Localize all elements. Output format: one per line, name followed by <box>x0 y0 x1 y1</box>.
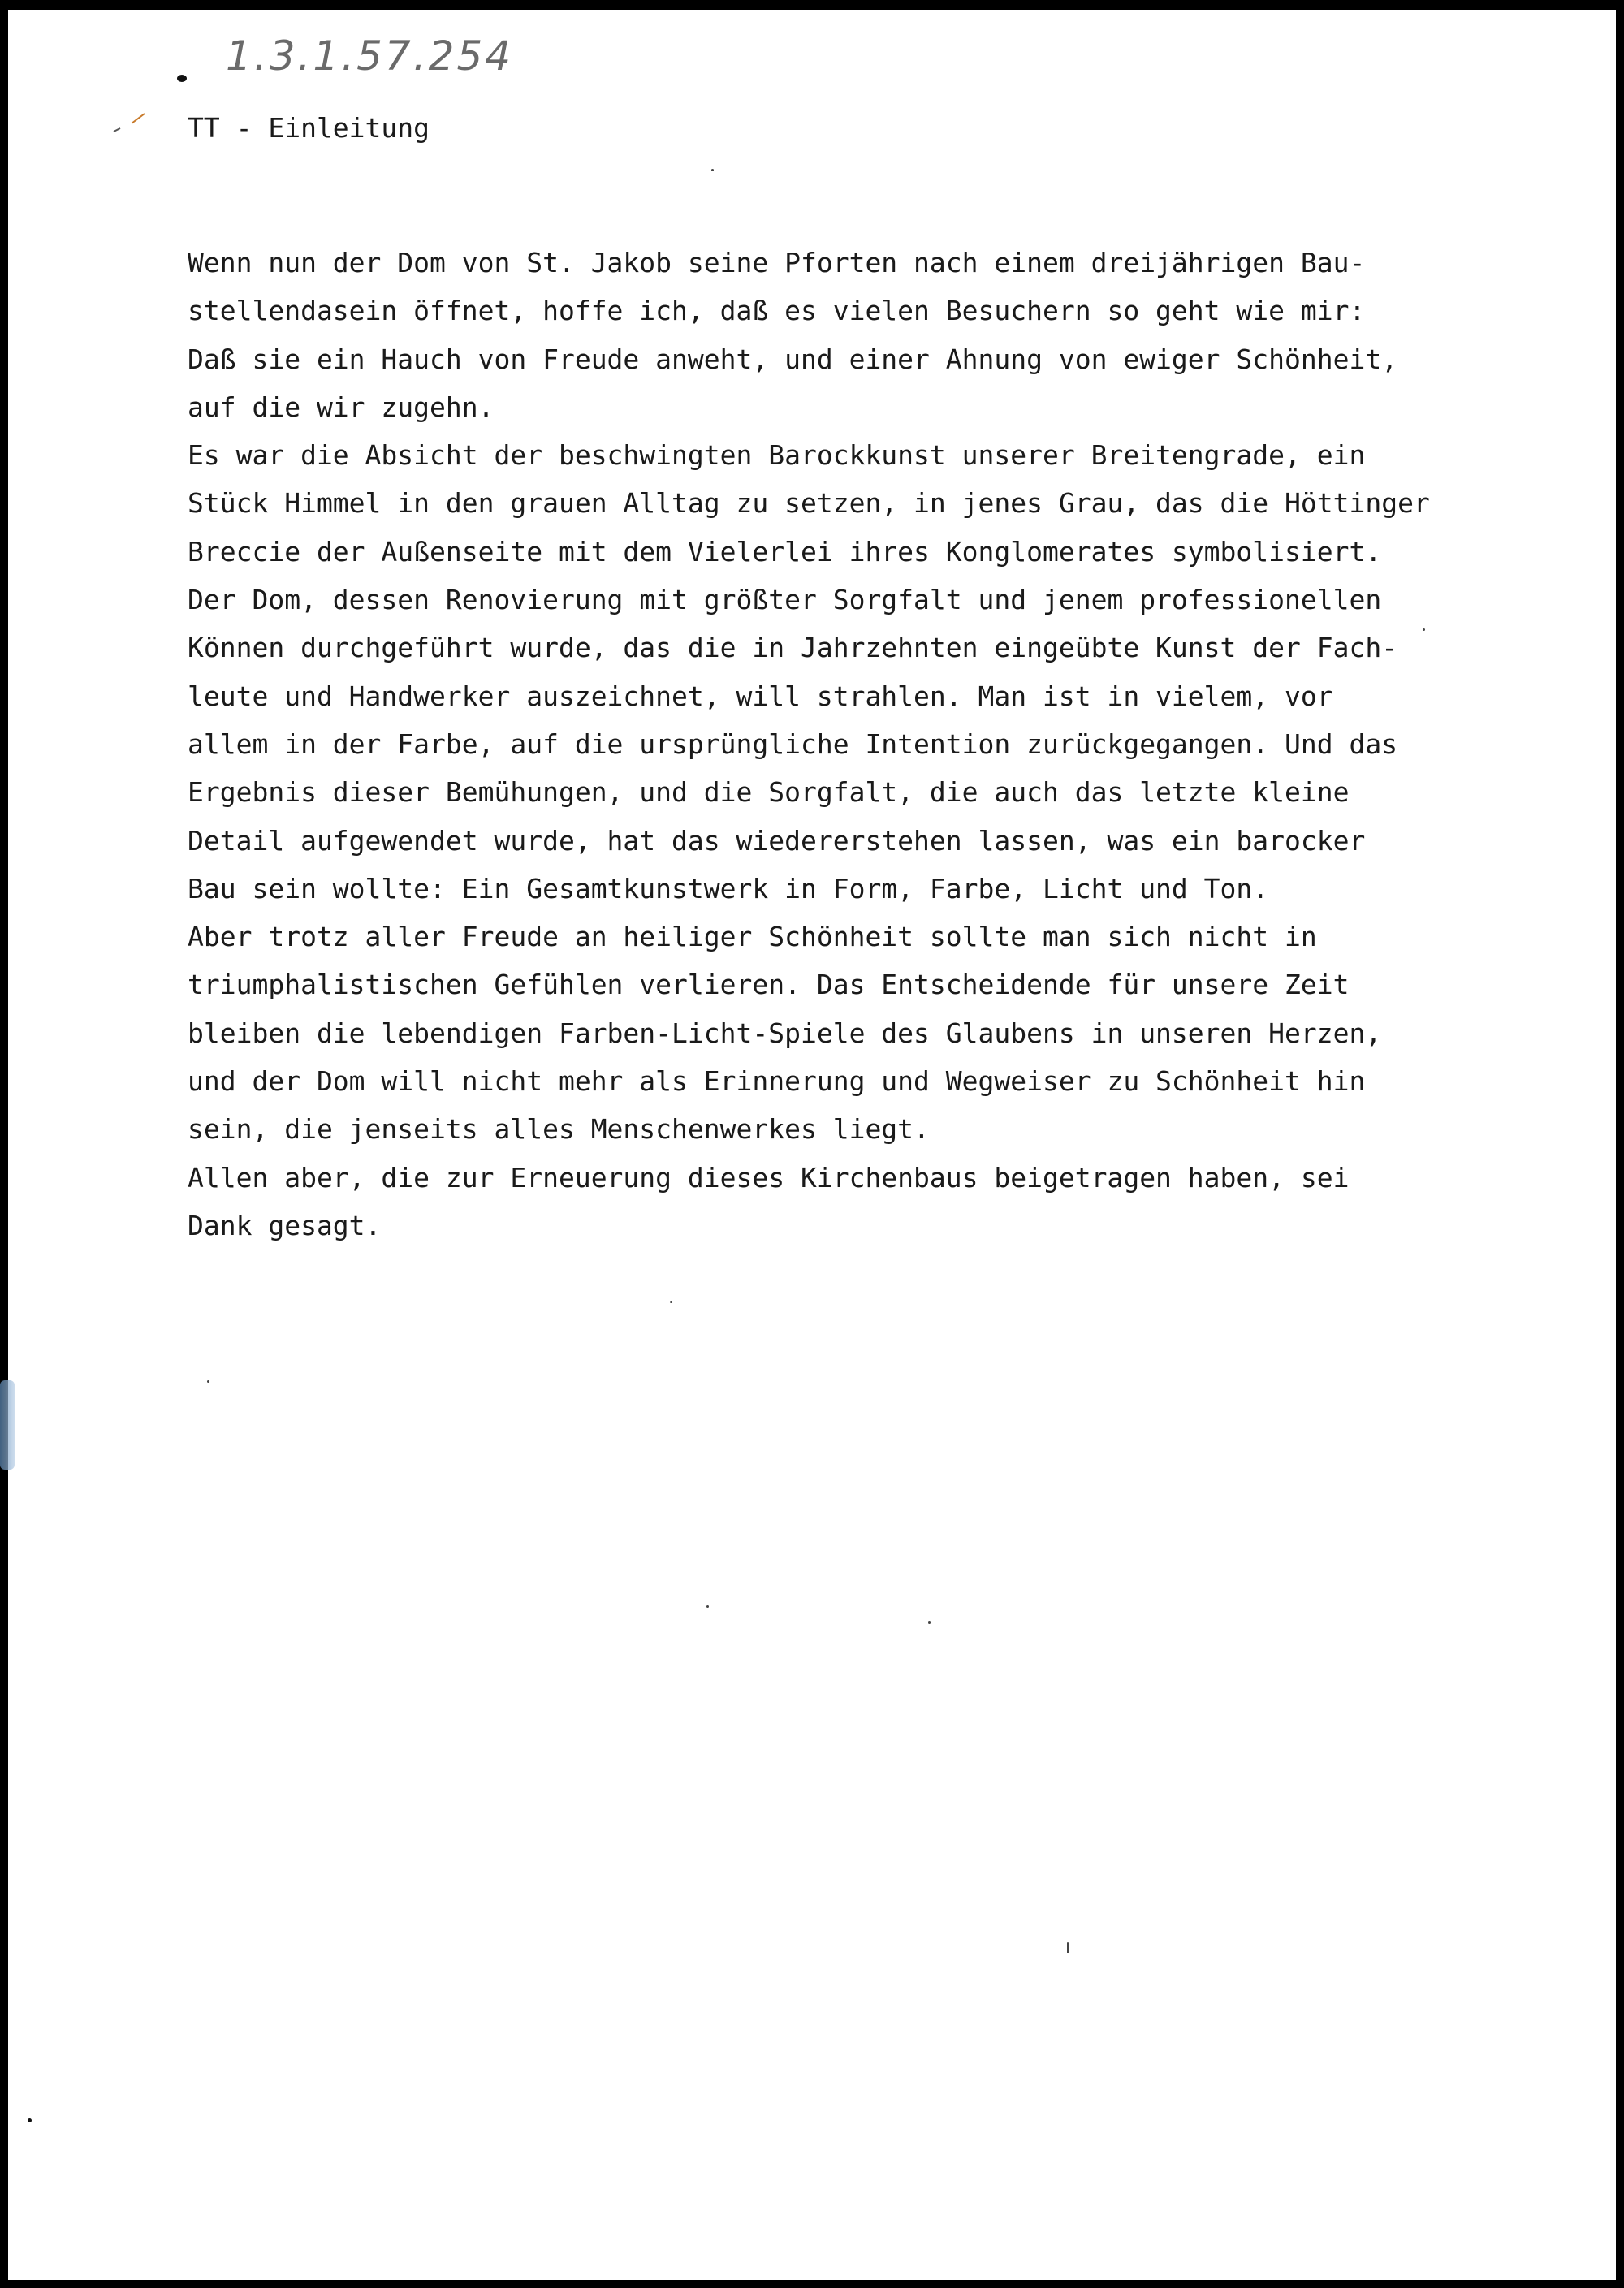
scan-speck <box>1067 1942 1069 1953</box>
scan-speck <box>1423 628 1425 631</box>
text-line: auf die wir zugehn. <box>188 391 495 423</box>
text-line: Allen aber, die zur Erneuerung dieses Kirchenbaus beigetragen haben, sei <box>188 1161 1350 1194</box>
text-line: Aber trotz aller Freude an heiliger Schönheit sollte man sich nicht in <box>188 921 1317 953</box>
scan-speck <box>207 1380 209 1383</box>
text-line: sein, die jenseits alles Menschenwerkes liegt. <box>188 1113 930 1146</box>
document-body <box>188 239 1584 1250</box>
edge-blue-mark <box>0 1380 15 1470</box>
handwritten-archive-number: 1.3.1.57.254 <box>226 32 514 80</box>
text-line: Können durchgeführt wurde, das die in Jahrzehnten eingeübte Kunst der Fach- <box>188 632 1398 664</box>
scan-speck <box>670 1301 672 1303</box>
text-line: Ergebnis dieser Bemühungen, und die Sorgfalt, die auch das letzte kleine <box>188 776 1350 809</box>
text-line: leute und Handwerker auszeichnet, will strahlen. Man ist in vielem, vor <box>188 680 1333 712</box>
text-line: bleiben die lebendigen Farben-Licht-Spiele des Glaubens in unseren Herzen, <box>188 1017 1382 1049</box>
text-line: allem in der Farbe, auf die ursprüngliche Intention zurückgegangen. Und das <box>188 727 1398 760</box>
document-page <box>8 10 1616 2280</box>
ink-dot <box>177 75 187 82</box>
scan-speck <box>706 1605 709 1608</box>
text-line: Detail aufgewendet wurde, hat das wiedererstehen lassen, was ein barocker <box>188 824 1366 857</box>
scan-speck <box>928 1621 931 1624</box>
text-line: Dank gesagt. <box>188 1209 382 1241</box>
text-line: triumphalistischen Gefühlen verlieren. Das Entscheidende für unsere Zeit <box>188 969 1350 1001</box>
text-line: Der Dom, dessen Renovierung mit größter Sorgfalt und jenem professionellen <box>188 584 1382 616</box>
text-line: Bau sein wollte: Ein Gesamtkunstwerk in Form, Farbe, Licht und Ton. <box>188 872 1269 904</box>
text-line: und der Dom will nicht mehr als Erinnerung und Wegweiser zu Schönheit hin <box>188 1065 1366 1098</box>
text-line: Daß sie ein Hauch von Freude anweht, und einer Ahnung von ewiger Schönheit, <box>188 343 1398 375</box>
scan-speck <box>28 2118 32 2122</box>
text-line: stellendasein öffnet, hoffe ich, daß es vielen Besuchern so geht wie mir: <box>188 295 1366 327</box>
text-line: Es war die Absicht der beschwingten Barockkunst unserer Breitengrade, ein <box>188 439 1366 472</box>
document-heading: TT - Einleitung <box>188 112 430 144</box>
text-line: Stück Himmel in den grauen Alltag zu setzen, in jenes Grau, das die Höttinger <box>188 487 1430 520</box>
pencil-tick-mark <box>112 107 153 136</box>
text-line: Wenn nun der Dom von St. Jakob seine Pforten nach einem dreijährigen Bau- <box>188 247 1366 278</box>
text-line: Breccie der Außenseite mit dem Vielerlei ihres Konglomerates symbolisiert. <box>188 535 1382 568</box>
scan-speck <box>711 169 714 171</box>
